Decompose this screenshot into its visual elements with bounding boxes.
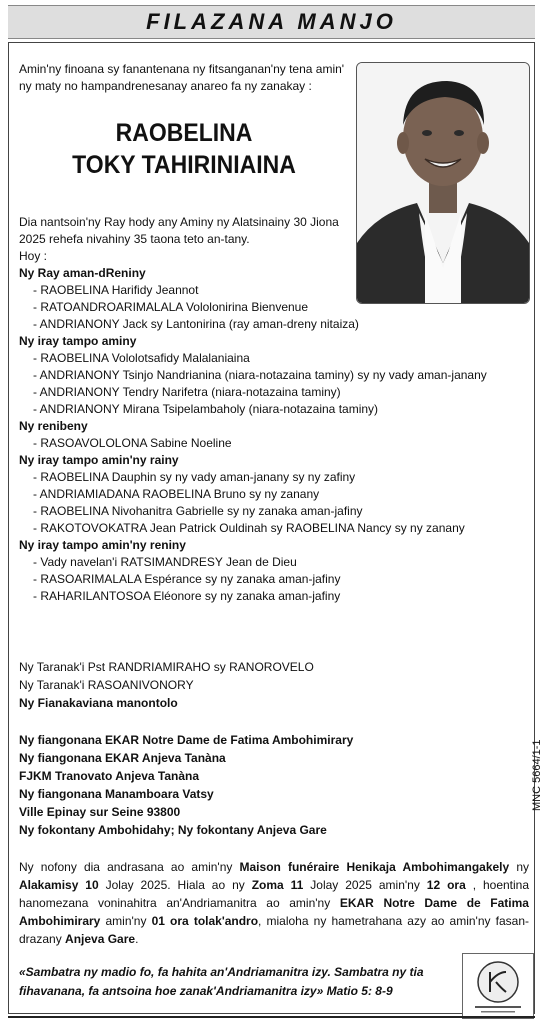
funeral-details — [19, 858, 529, 948]
death-notice: Dia nantsoin'ny Ray hody any Aminy ny Alatsinainy 30 Jiona 2025 rehefa nivahiny 35 taona teto an-tany. — [19, 215, 339, 246]
church-line: Ny fiangonana EKAR Anjeva Tanàna — [19, 751, 226, 765]
family-member: - RAHARILANTOSOA Eléonore sy ny zanaka aman-jafiny — [19, 588, 354, 605]
funeral-text: ny — [509, 860, 530, 874]
funeral-text: Ny nofony dia andrasana ao amin'ny — [19, 860, 240, 874]
intro-text: Amin'ny finoana sy fanantenana ny fitsanganan'ny tena amin' ny maty no hampandrenesanay anareo fa ny zanakay : — [19, 62, 345, 93]
family-group-heading: Ny iray tampo aminy — [19, 334, 137, 348]
header-banner — [8, 5, 535, 39]
taranaka-block — [19, 658, 529, 712]
family-member: - RASOAVOLOLONA Sabine Noeline — [19, 435, 354, 452]
taranaka-line: Ny Taranak'i Pst RANDRIAMIRAHO sy RANOROVELO — [19, 660, 314, 674]
family-member: - RATOANDROARIMALALA Vololonirina Bienvenue — [19, 299, 354, 316]
funeral-text: , hoentina hanomezana voninahitra an'Andriamanitra ao amin'ny — [19, 878, 530, 910]
family-group-heading: Ny renibeny — [19, 419, 88, 433]
churches-block — [19, 731, 529, 839]
family-member: - Vady navelan'i RATSIMANDRESY Jean de Dieu — [19, 554, 354, 571]
church-line: Ny fokontany Ambohidahy; Ny fokontany Anjeva Gare — [19, 823, 327, 837]
page-title: FILAZANA MANJO — [146, 9, 397, 34]
funeral-text: , mialoha ny hametrahana azy ao amin'ny fasan-drazany — [19, 914, 529, 946]
bible-quote: «Sambatra ny madio fo, fa hahita an'Andriamanitra izy. Sambatra ny tia fihavanana, fa antsoina hoe zanak'Andriamanitra izy» Matio 5: 8-9 — [19, 965, 424, 998]
family-group-heading: Ny Ray aman-dReniny — [19, 266, 146, 280]
funeral-text: Jolay 2025. Hiala ao ny — [98, 878, 252, 892]
reference-code: MNC 5664/1-1 — [531, 739, 543, 811]
notice-frame — [8, 42, 543, 1014]
family-group-heading: Ny iray tampo amin'ny reniny — [19, 538, 186, 552]
logo-emblem-icon — [463, 954, 533, 1018]
family-member: - RAOBELINA Vololotsafidy Malalaniaina — [19, 350, 354, 367]
family-member: - ANDRIAMIADANA RAOBELINA Bruno sy ny zanany — [19, 486, 354, 503]
notice-body — [19, 214, 487, 605]
service-time: 01 ora tolak'andro — [151, 914, 259, 928]
departure-time: 12 ora — [426, 878, 466, 892]
church-line: Ville Epinay sur Seine 93800 — [19, 805, 181, 819]
church-line: FJKM Tranovato Anjeva Tanàna — [19, 769, 200, 783]
family-member: - ANDRIANONY Jack sy Lantonirina (ray aman-dreny nitaiza) — [19, 316, 354, 333]
fianakaviana-line: Ny Fianakaviana manontolo — [19, 696, 178, 710]
family-member: - RAOBELINA Harifidy Jeannot — [19, 282, 354, 299]
bottom-rule — [8, 1016, 535, 1018]
departure-date: Zoma 11 — [251, 878, 304, 892]
portrait-photo — [356, 62, 530, 304]
church-line: Ny fiangonana Manamboara Vatsy — [19, 787, 214, 801]
funeral-home-logo — [462, 953, 534, 1019]
family-member: - ANDRIANONY Tendry Narifetra (niara-notazaina taminy) — [19, 384, 354, 401]
family-group-heading: Ny iray tampo amin'ny rainy — [19, 453, 179, 467]
funeral-text: amin'ny — [100, 914, 152, 928]
deceased-name — [32, 117, 336, 181]
family-member: - ANDRIANONY Mirana Tsipelambaholy (niara-notazaina taminy) — [19, 401, 354, 418]
funeral-text: . — [135, 932, 139, 946]
family-member: - ANDRIANONY Tsinjo Nandrianina (niara-notazaina taminy) sy ny vady aman-janany — [19, 367, 354, 384]
funeral-place: Maison funéraire Henikaja Ambohimangakely — [239, 860, 510, 874]
hoy-label: Hoy : — [19, 249, 48, 263]
deceased-surname: RAOBELINA — [115, 119, 253, 147]
taranaka-line: Ny Taranak'i RASOANIVONORY — [19, 678, 194, 692]
family-list — [19, 265, 487, 605]
church-name: EKAR Notre Dame de Fatima Ambohimirary — [19, 896, 529, 928]
family-member: - RAKOTOVOKATRA Jean Patrick Ouldinah sy RAOBELINA Nancy sy ny zanany — [19, 520, 354, 537]
funeral-date: Alakamisy 10 — [19, 878, 99, 892]
portrait-image — [357, 63, 529, 303]
deceased-given-names: TOKY TAHIRINIAINA — [72, 151, 296, 179]
family-member: - RASOARIMALALA Espérance sy ny zanaka aman-jafiny — [19, 571, 354, 588]
family-member: - RAOBELINA Dauphin sy ny vady aman-janany sy ny zafiny — [19, 469, 354, 486]
funeral-text: Jolay 2025 amin'ny — [303, 878, 427, 892]
family-member: - RAOBELINA Nivohanitra Gabrielle sy ny zanaka aman-jafiny — [19, 503, 354, 520]
burial-place: Anjeva Gare — [65, 932, 136, 946]
church-line: Ny fiangonana EKAR Notre Dame de Fatima Ambohimirary — [19, 733, 354, 747]
